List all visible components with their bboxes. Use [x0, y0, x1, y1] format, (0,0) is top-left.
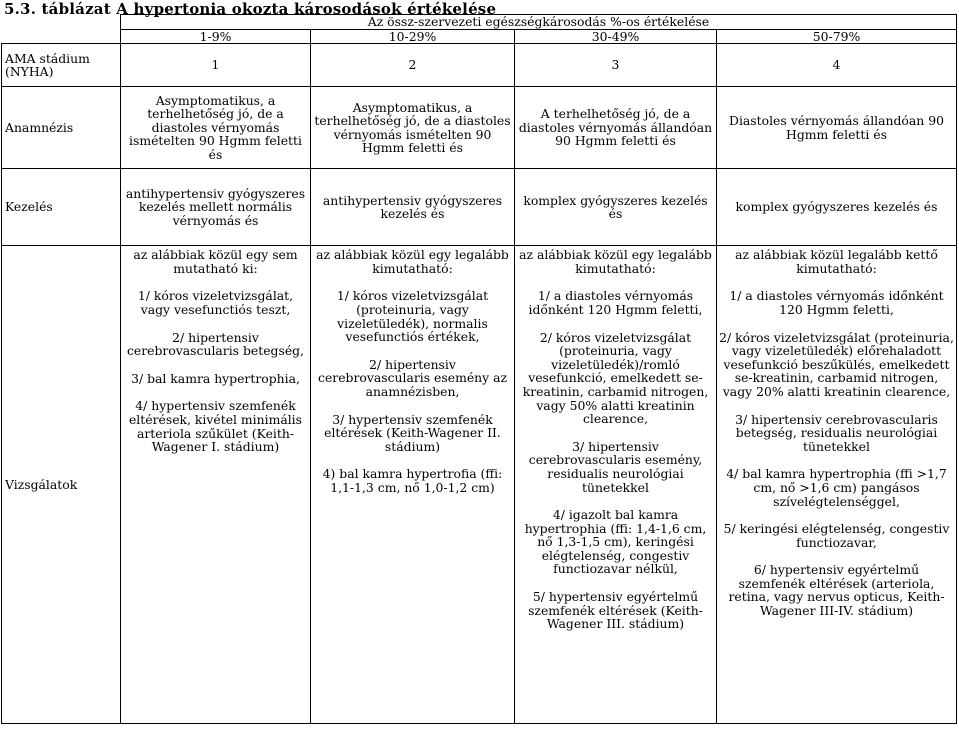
anamnezis-cell: Asymptomatikus, a terhelhetőség jó, de a diastoles vérnyomás ismételten 90 Hgmm feletti és [311, 87, 515, 169]
kezeles-cell: antihypertensiv gyógyszeres kezelés és [311, 169, 515, 246]
exam-item: az alábbiak közül egy sem mutatható ki: [133, 247, 298, 276]
kezeles-row [2, 169, 957, 246]
exam-item: 1/ kóros vizeletvizsgálat (proteinuria, vagy vizeletüledék), normalis vesefunctiós értékek, [336, 288, 489, 345]
kezeles-label: Kezelés [2, 169, 121, 246]
kezeles-cell: komplex gyógyszeres kezelés és [717, 169, 957, 246]
vizsgalatok-cell [121, 246, 311, 724]
range-header: 30-49% [515, 29, 717, 44]
exam-item: 3/ bal kamra hypertrophia, [131, 370, 300, 386]
exam-item: az alábbiak közül egy legalább kimutatható: [316, 247, 509, 276]
stage-row [2, 44, 957, 87]
range-header: 1-9% [121, 29, 311, 44]
anamnezis-cell: Asymptomatikus, a terhelhetőség jó, de a diastoles vérnyomás ismételten 90 Hgmm feletti és [121, 87, 311, 169]
exam-item: 2/ kóros vizeletvizsgálat (proteinuria, vagy vizeletüledék)/romló vesefunkció, emelkedett se-kreatinin, carbamid nitrogen, vagy 50% alatti kreatinin clearence, [522, 329, 709, 427]
exam-item: 2/ hipertensiv cerebrovascularis betegség, [126, 329, 305, 359]
exam-item: 4/ bal kamra hypertrophia (ffi >1,7 cm, nő >1,6 cm) pangásos szívelégtelenséggel, [726, 466, 947, 509]
exam-item: 5/ hypertensiv egyértelmű szemfenék eltérések (Keith-Wagener III. stádium) [528, 589, 703, 632]
anamnezis-cell: Diastoles vérnyomás állandóan 90 Hgmm feletti és [717, 87, 957, 169]
exam-item: 4/ hypertensiv szemfenék eltérések, kivétel minimális arteriola szűkület (Keith-Wagener I. stádium) [128, 398, 303, 455]
corner-cell [2, 15, 121, 44]
anamnezis-cell: A terhelhetőség jó, de a diastoles vérnyomás állandóan 90 Hgmm feletti és [515, 87, 717, 169]
table-caption: 5.3. táblázat A hypertonia okozta károsodások értékelése [4, 0, 497, 18]
exam-item: az alábbiak közül legalább kettő kimutatható: [735, 247, 938, 276]
exam-item: az alábbiak közül egy legalább kimutatható: [519, 247, 712, 276]
exam-item: 5/ keringési elégtelenség, congestiv functiozavar, [723, 521, 950, 550]
stage-value: 3 [515, 44, 717, 87]
exam-item: 6/ hypertensiv egyértelmű szemfenék eltérések (arteriola, retina, vagy nervus opticus, Keith-Wagener III-IV. stádium) [728, 562, 945, 619]
stage-value: 4 [717, 44, 957, 87]
exam-item: 2/ kóros vizeletvizsgálat (proteinuria, vagy vizeletüledék) előrehaladott vesefunkció beszűkülés, emelkedett se-kreatinin, carbamid nitrogen, vagy 20% alatti kreatinin clearence, [719, 329, 954, 399]
stage-label: AMA stádium (NYHA) [2, 44, 121, 87]
exam-item: 1/ kóros vizeletvizsgálat, vagy vesefunctiós teszt, [137, 288, 294, 317]
exam-item: 2/ hipertensiv cerebrovascularis esemény az anamnézisben, [318, 356, 507, 399]
stage-value: 2 [311, 44, 515, 87]
exam-item: 3/ hipertensiv cerebrovascularis betegség, residualis neurológiai tünetekkel [735, 411, 938, 454]
range-header: 10-29% [311, 29, 515, 44]
exam-item: 3/ hypertensiv szemfenék eltérések (Keith-Wagener II. stádium) [324, 411, 501, 454]
exam-item: 3/ hipertensiv cerebrovascularis esemény, residualis neurológiai tünetekkel [528, 438, 703, 495]
anamnezis-label: Anamnézis [2, 87, 121, 169]
vizsgalatok-cell [515, 246, 717, 724]
exam-item: 1/ a diastoles vérnyomás időnként 120 Hgmm feletti, [528, 288, 703, 317]
kezeles-cell: antihypertensiv gyógyszeres kezelés mellett normális vérnyomás és [121, 169, 311, 246]
anamnezis-row [2, 87, 957, 169]
vizsgalatok-cell [717, 246, 957, 724]
exam-item: 1/ a diastoles vérnyomás időnként 120 Hgmm feletti, [729, 288, 944, 317]
exam-item: 4/ igazolt bal kamra hypertrophia (ffi: 1,4-1,6 cm, nő 1,3-1,5 cm), keringési elégtelenség, congestiv functiozavar nélkül, [524, 507, 707, 577]
range-header: 50-79% [717, 29, 957, 44]
vizsgalatok-row [2, 246, 957, 724]
header-row-ranges [2, 29, 957, 44]
hypertonia-table [1, 14, 957, 724]
exam-item: 4) bal kamra hypertrofia (ffi: 1,1-1,3 cm, nő 1,0-1,2 cm) [322, 466, 503, 495]
vizsgalatok-cell [311, 246, 515, 724]
span-header: Az össz-szervezeti egészségkárosodás %-os értékelése [121, 15, 957, 30]
header-row-span [2, 15, 957, 30]
stage-value: 1 [121, 44, 311, 87]
kezeles-cell: komplex gyógyszeres kezelés és [515, 169, 717, 246]
vizsgalatok-label: Vizsgálatok [2, 246, 121, 724]
